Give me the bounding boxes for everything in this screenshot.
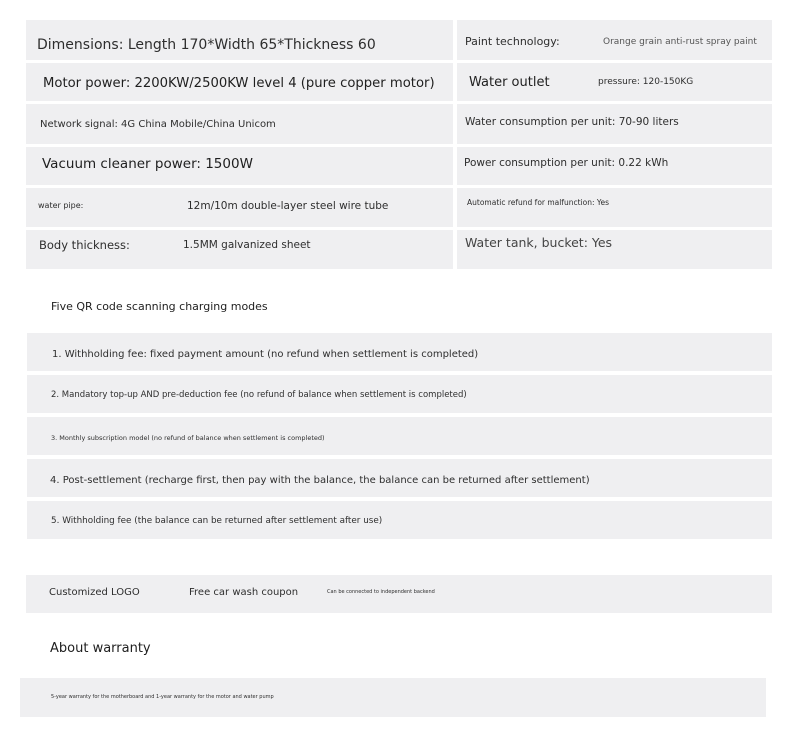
- network-signal-text: Network signal: 4G China Mobile/China Unicom: [40, 119, 276, 130]
- water-consumption-cell: [457, 104, 772, 144]
- vacuum-power-cell: [26, 147, 453, 185]
- charging-mode-text: 4. Post-settlement (recharge first, then pay with the balance, the balance can be returned after settlement): [50, 475, 590, 486]
- charging-mode-item: [27, 417, 772, 455]
- body-thickness-label: Body thickness:: [39, 238, 130, 252]
- paint-technology-value: Orange grain anti-rust spray paint: [603, 37, 757, 47]
- features-row: [26, 575, 772, 613]
- water-pipe-cell: [26, 188, 453, 227]
- vacuum-power-text: Vacuum cleaner power: 1500W: [42, 156, 253, 172]
- power-consumption-text: Power consumption per unit: 0.22 kWh: [464, 157, 669, 169]
- motor-power-cell: [26, 63, 453, 101]
- water-consumption-text: Water consumption per unit: 70-90 liters: [465, 116, 679, 128]
- warranty-row: [20, 678, 766, 717]
- charging-mode-text: 1. Withholding fee: fixed payment amount (no refund when settlement is completed): [52, 349, 479, 360]
- warranty-text: 5-year warranty for the motherboard and 1-year warranty for the motor and water pump: [51, 694, 274, 700]
- water-outlet-label: Water outlet: [469, 75, 550, 90]
- charging-mode-item: [27, 333, 772, 371]
- dimensions-text: Dimensions: Length 170*Width 65*Thickness 60: [37, 37, 376, 53]
- water-tank-text: Water tank, bucket: Yes: [465, 235, 613, 250]
- backend-text: Can be connected to independent backend: [327, 589, 435, 595]
- body-thickness-cell: [26, 230, 453, 269]
- charging-mode-text: 3. Monthly subscription model (no refund of balance when settlement is completed): [51, 434, 325, 442]
- charging-mode-item: [27, 459, 772, 497]
- body-thickness-value: 1.5MM galvanized sheet: [183, 239, 311, 251]
- auto-refund-text: Automatic refund for malfunction: Yes: [467, 198, 610, 207]
- dimensions-cell: [26, 20, 453, 60]
- power-consumption-cell: [457, 147, 772, 185]
- charging-mode-item: [27, 375, 772, 413]
- water-outlet-value: pressure: 120-150KG: [598, 77, 694, 87]
- motor-power-text: Motor power: 2200KW/2500KW level 4 (pure copper motor): [43, 76, 435, 91]
- auto-refund-cell: [457, 188, 772, 227]
- warranty-title: About warranty: [50, 641, 151, 656]
- charging-modes-title: Five QR code scanning charging modes: [51, 300, 268, 313]
- water-pipe-label: water pipe:: [38, 201, 84, 210]
- water-pipe-value: 12m/10m double-layer steel wire tube: [187, 200, 389, 212]
- water-outlet-cell: [457, 63, 772, 101]
- paint-technology-label: Paint technology:: [465, 35, 560, 48]
- water-tank-cell: [457, 230, 772, 269]
- coupon-text: Free car wash coupon: [189, 587, 299, 598]
- charging-mode-item: [27, 501, 772, 539]
- custom-logo-text: Customized LOGO: [49, 587, 140, 598]
- network-signal-cell: [26, 104, 453, 144]
- paint-technology-cell: [457, 20, 772, 60]
- charging-mode-text: 5. Withholding fee (the balance can be returned after settlement after use): [51, 516, 383, 526]
- charging-mode-text: 2. Mandatory top-up AND pre-deduction fee (no refund of balance when settlement is completed): [51, 390, 467, 400]
